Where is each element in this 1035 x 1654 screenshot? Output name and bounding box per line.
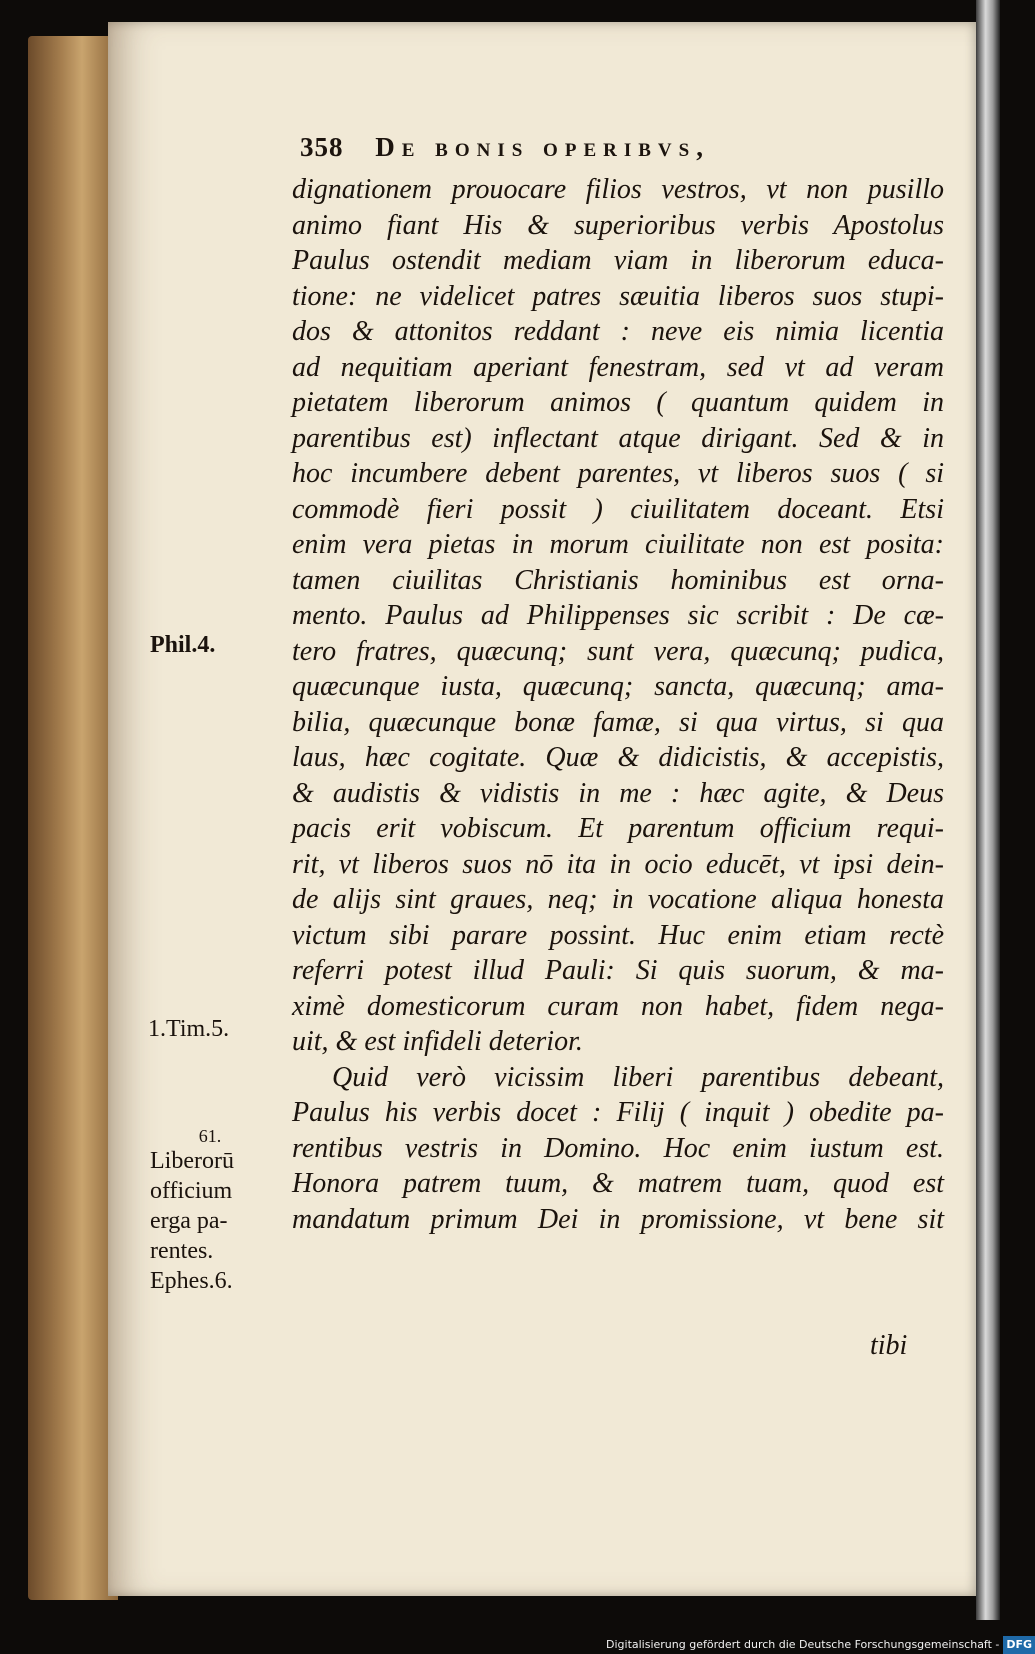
text-line: pietatem liberorum animos ( quantum quidem in: [292, 387, 944, 418]
credit-text: Digitalisierung gefördert durch die Deutsche Forschungsgemeinschaft -: [606, 1638, 1000, 1651]
margin-line: erga pa-: [150, 1208, 228, 1234]
text-line: rentibus vestris in Domino. Hoc enim iustum est.: [292, 1132, 944, 1164]
scan-border-strip: [976, 0, 1000, 1620]
margin-note-tim: 1.Tim.5.: [148, 1016, 230, 1042]
text-line: enim vera pietas in morum ciuilitate non est posita:: [292, 529, 944, 560]
text-line: rit, vt liberos suos nō ita in ocio educēt, vt ipsi dein-: [292, 848, 944, 880]
text-line: tione: ne videlicet patres sæuitia liberos suos stupi-: [292, 280, 944, 312]
text-line: commodè fieri possit ) ciuilitatem doceant. Etsi: [292, 493, 944, 525]
margin-note-phil: Phil.4.: [150, 632, 216, 658]
text-line: ximè domesticorum curam non habet, fidem nega-: [292, 990, 944, 1022]
text-line: pacis erit vobiscum. Et parentum officium requi-: [292, 813, 944, 844]
catchword: tibi: [870, 1330, 908, 1361]
text-line: de alijs sint graues, neq; in vocatione aliqua honesta: [292, 884, 944, 915]
margin-note-section: [150, 1126, 270, 1296]
text-line: Paulus ostendit mediam viam in liberorum educa-: [292, 245, 944, 276]
digitization-credit: [606, 1636, 1035, 1654]
section-number: 61.: [198, 1126, 222, 1146]
text-line: tero fratres, quæcunq; sunt vera, quæcunq; pudica,: [292, 635, 944, 667]
text-line: Honora patrem tuum, & matrem tuam, quod est: [292, 1168, 944, 1199]
text-line: animo fiant His & superioribus verbis Apostolus: [292, 209, 944, 241]
text-line: laus, hæc cogitate. Quæ & didicistis, & accepistis,: [292, 742, 944, 773]
text-line: Paulus his verbis docet : Filij ( inquit ) obedite pa-: [292, 1097, 944, 1128]
text-line: victum sibi parare possint. Huc enim etiam rectè: [292, 919, 944, 951]
text-line: referri potest illud Pauli: Si quis suorum, & ma-: [292, 955, 944, 986]
text-line: hoc incumbere debent parentes, vt liberos suos ( si: [292, 458, 944, 489]
margin-line: rentes.: [150, 1238, 214, 1264]
running-header: [300, 132, 940, 172]
text-line: bilia, quæcunque bonæ famæ, si qua virtus, si qua: [292, 706, 944, 738]
text-line: dignationem prouocare filios vestros, vt non pusillo: [292, 174, 944, 205]
text-line: Quid verò vicissim liberi parentibus debeant,: [332, 1061, 944, 1093]
page-number: 358: [300, 132, 344, 162]
running-title: De bonis operibvs,: [375, 132, 710, 162]
text-line: mandatum primum Dei in promissione, vt bene sit: [292, 1203, 944, 1235]
text-line: mento. Paulus ad Philippenses sic scribit : De cæ-: [292, 600, 944, 631]
main-text-block: [292, 172, 944, 1237]
text-line: uit, & est infideli deterior.: [292, 1026, 583, 1057]
margin-line: officium: [150, 1178, 233, 1204]
margin-line: Ephes.6.: [150, 1268, 233, 1294]
book-fore-edge: [28, 36, 118, 1600]
text-line: & audistis & vidistis in me : hæc agite, & Deus: [292, 777, 944, 809]
text-line: tamen ciuilitas Christianis hominibus est orna-: [292, 564, 944, 596]
text-line: parentibus est) inflectant atque dirigant. Sed & in: [292, 422, 944, 454]
dfg-logo: DFG: [1003, 1636, 1035, 1654]
text-line: quæcunque iusta, quæcunq; sancta, quæcunq; ama-: [292, 671, 944, 702]
text-line: ad nequitiam aperiant fenestram, sed vt ad veram: [292, 351, 944, 383]
margin-line: Liberorū: [150, 1148, 234, 1174]
text-line: dos & attonitos reddant : neve eis nimia licentia: [292, 316, 944, 347]
